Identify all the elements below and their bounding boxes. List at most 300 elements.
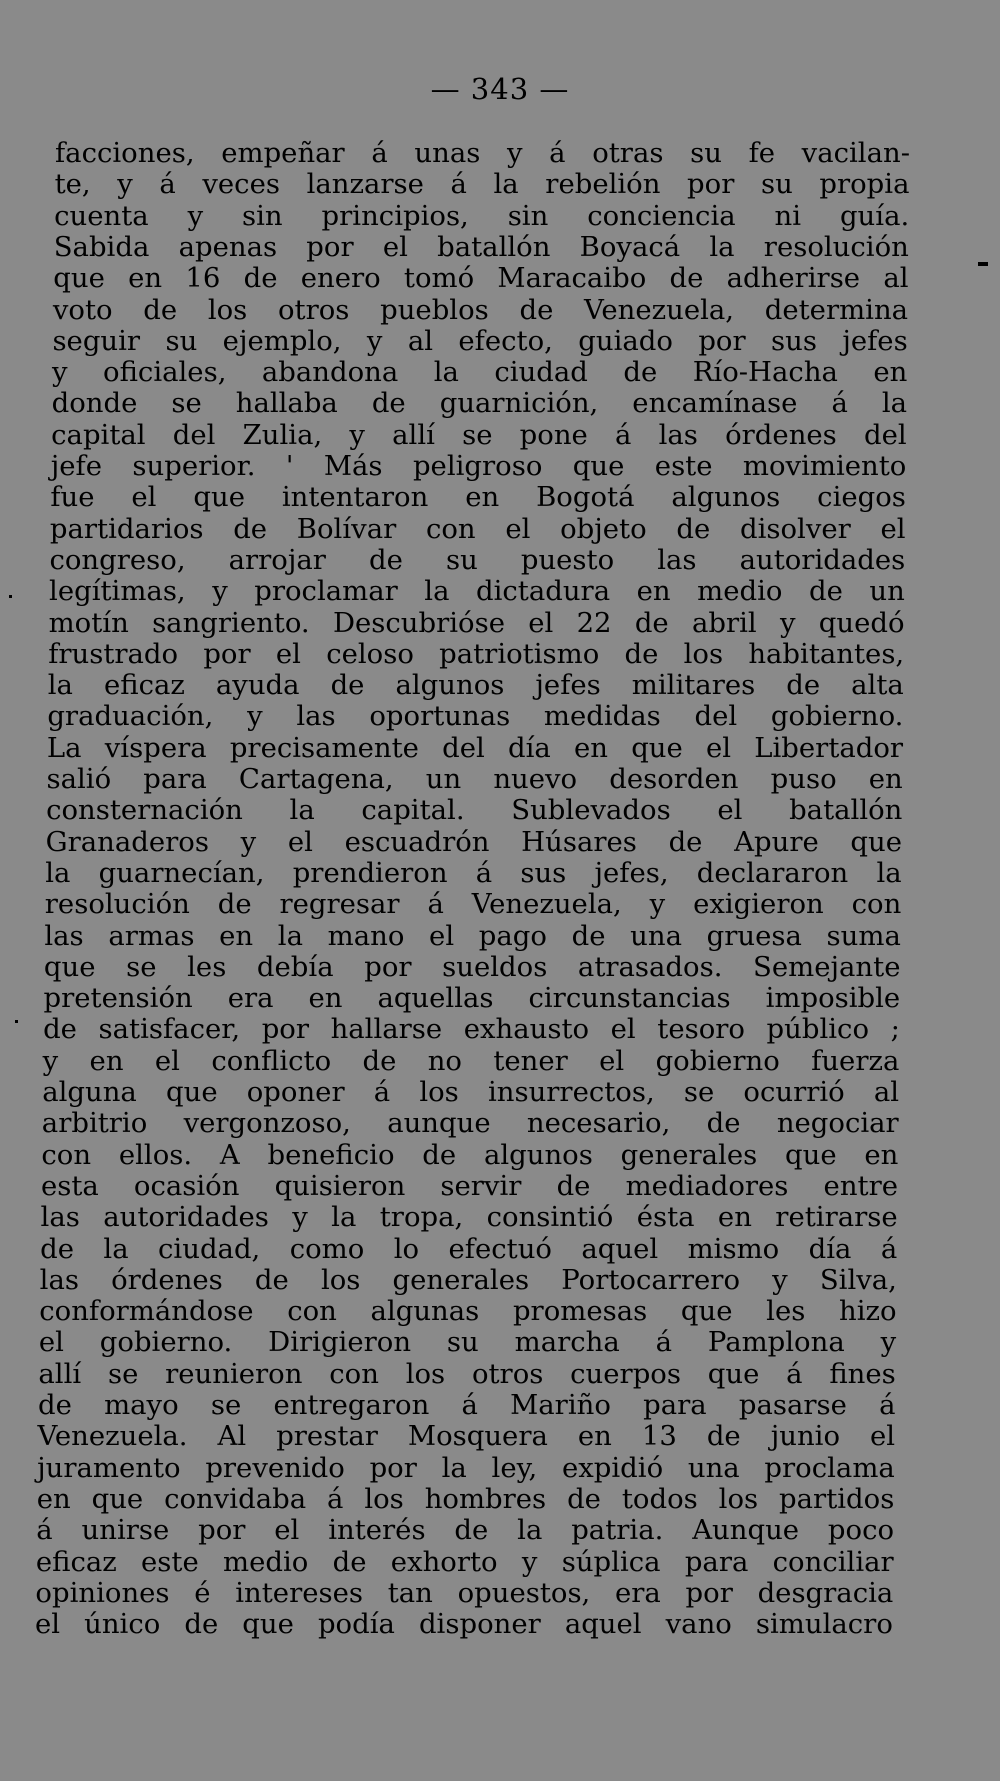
text-word: una — [687, 1451, 740, 1484]
text-word: este — [654, 450, 713, 482]
text-word: el — [154, 1044, 180, 1077]
text-word: al — [883, 262, 909, 295]
text-word: Boyacá — [579, 230, 681, 263]
text-word: se — [683, 1076, 715, 1108]
text-word: marcha — [514, 1326, 620, 1359]
text-word: por — [261, 1013, 309, 1046]
text-word: suma — [826, 919, 901, 952]
text-line — [49, 608, 905, 639]
text-word: algunos — [671, 481, 781, 514]
text-word: que — [785, 1138, 837, 1171]
text-word: que — [242, 1608, 294, 1641]
text-word: día — [508, 731, 551, 764]
text-word: que — [707, 1357, 760, 1390]
text-word: á — [159, 168, 176, 201]
text-word: abril — [691, 606, 757, 639]
text-word: la — [876, 856, 902, 889]
text-line — [39, 1296, 896, 1327]
text-word: en — [465, 481, 500, 514]
text-word: vano — [665, 1608, 732, 1641]
text-word: A — [219, 1138, 240, 1171]
text-word: de — [519, 293, 554, 326]
text-line — [38, 1359, 895, 1390]
text-word: los — [320, 1263, 361, 1296]
text-word: los — [207, 293, 248, 326]
text-line — [37, 1484, 895, 1515]
text-word: otros — [277, 293, 350, 326]
text-word: legítimas, — [49, 575, 186, 608]
text-word: en — [868, 763, 903, 795]
text-word: ciudad — [494, 356, 588, 389]
text-word: una — [630, 919, 682, 952]
text-word: aquel — [581, 1232, 659, 1265]
text-word: ciegos — [817, 481, 906, 514]
text-word: Río-Hacha — [692, 356, 838, 389]
text-word: cuenta — [54, 199, 149, 232]
text-word: quedó — [818, 606, 905, 639]
text-word: á — [371, 137, 388, 169]
text-word: empeñar — [221, 137, 345, 169]
text-word: ; — [890, 1013, 900, 1046]
text-word: opiniones — [35, 1576, 170, 1609]
text-line — [43, 1046, 900, 1077]
text-word: conciliar — [772, 1545, 894, 1578]
text-line — [48, 639, 904, 670]
text-line — [35, 1578, 893, 1609]
text-word: los — [419, 1076, 459, 1108]
text-word: Cartagena, — [238, 763, 394, 795]
text-word: mediadores — [625, 1169, 789, 1202]
text-word: regresar — [279, 888, 400, 921]
text-line — [50, 482, 906, 513]
text-word: y — [521, 1545, 538, 1578]
text-word: graduación, — [47, 700, 214, 733]
text-word: lo — [393, 1232, 420, 1265]
text-word: Zulia, — [242, 418, 323, 451]
text-word: á — [450, 168, 467, 201]
text-word: prevenido — [205, 1451, 345, 1484]
text-word: ésta — [636, 1201, 695, 1234]
text-word: único — [84, 1608, 161, 1641]
text-line — [51, 420, 907, 451]
text-line — [55, 169, 910, 200]
text-word: jefes — [842, 324, 908, 357]
text-word: cuerpos — [570, 1357, 681, 1390]
text-word: y — [52, 356, 68, 389]
text-word: 13 — [641, 1420, 677, 1453]
text-word: la — [881, 387, 908, 420]
text-word: vergonzoso, — [183, 1107, 351, 1140]
text-word: en — [873, 356, 908, 389]
text-word: oponer — [246, 1076, 345, 1108]
text-word: autoridades — [103, 1201, 269, 1234]
text-word: público — [766, 1013, 870, 1046]
text-word: su — [165, 324, 198, 357]
text-word: ocurrió — [743, 1076, 845, 1108]
text-word: por — [369, 1451, 417, 1484]
text-word: de — [454, 1514, 489, 1547]
text-word: de — [37, 1389, 72, 1421]
text-word: con — [287, 1295, 337, 1328]
text-word: Sublevados — [511, 794, 671, 827]
text-word: gobierno. — [99, 1326, 233, 1359]
text-word: Pamplona — [707, 1326, 845, 1359]
text-word: objeto — [560, 512, 647, 545]
text-word: de — [706, 1107, 741, 1140]
text-word: enero — [300, 262, 381, 295]
text-word: 16 — [185, 262, 221, 295]
text-word: el — [880, 512, 906, 545]
text-word: exigieron — [693, 888, 824, 921]
text-word: la — [331, 1201, 357, 1234]
text-word: en — [128, 262, 163, 295]
text-word: guía. — [839, 199, 910, 232]
text-word: guarnecían, — [98, 856, 265, 889]
text-word: su — [690, 137, 722, 169]
text-word: al — [407, 324, 434, 357]
text-line — [55, 138, 910, 169]
text-word: de — [706, 1420, 741, 1453]
text-word: en — [636, 575, 671, 608]
text-word: capital — [51, 418, 146, 451]
text-word: guiado — [578, 324, 673, 357]
text-word: á — [427, 888, 444, 921]
text-word: de — [40, 1232, 74, 1265]
text-line — [47, 701, 903, 732]
text-word: con — [329, 1357, 379, 1390]
text-word: satisfacer, — [98, 1013, 241, 1046]
text-word: aunque — [387, 1107, 491, 1140]
text-word: donde — [51, 387, 138, 420]
text-word: de — [243, 262, 278, 295]
text-word: generales — [392, 1263, 530, 1296]
text-word: resolución — [763, 230, 909, 263]
text-word: del — [694, 700, 738, 733]
text-word: de — [184, 1608, 219, 1641]
text-line — [39, 1327, 896, 1358]
text-word: puso — [770, 763, 837, 795]
text-word: la — [277, 919, 303, 952]
text-word: prendieron — [292, 856, 448, 889]
text-word: de — [786, 669, 821, 702]
text-word: unirse — [81, 1514, 170, 1547]
text-word: en — [219, 919, 254, 952]
text-word: un — [869, 575, 905, 608]
text-word: de — [571, 919, 606, 952]
text-word: las — [658, 418, 698, 451]
text-line — [43, 1014, 900, 1045]
text-word: mismo — [687, 1232, 780, 1265]
text-word: intentaron — [281, 481, 429, 514]
text-word: determina — [764, 293, 909, 326]
text-word: este — [141, 1545, 199, 1578]
text-line — [54, 232, 909, 263]
text-word: de — [143, 293, 178, 326]
text-word: el — [38, 1326, 64, 1359]
text-word: 22 — [576, 606, 612, 639]
text-word: imposible — [765, 982, 901, 1015]
text-word: con — [41, 1138, 92, 1171]
text-word: las — [39, 1263, 79, 1296]
text-word: y — [366, 324, 383, 357]
text-word: del — [442, 731, 485, 764]
text-word: necesario, — [526, 1107, 671, 1140]
text-word: consternación — [46, 794, 243, 827]
text-word: en — [36, 1482, 71, 1515]
text-word: á — [786, 1357, 803, 1390]
text-word: se — [462, 418, 493, 451]
text-word: exhausto — [463, 1013, 590, 1046]
text-word: y — [187, 199, 204, 232]
text-word: que — [631, 731, 683, 764]
text-word: se — [126, 950, 157, 983]
text-word: juramento — [37, 1451, 181, 1484]
text-word: medidas — [543, 700, 661, 733]
text-word: por — [685, 1576, 733, 1609]
text-line — [48, 670, 904, 701]
text-word: de — [808, 575, 843, 608]
text-word: ley, — [491, 1451, 538, 1484]
text-word: que — [680, 1295, 733, 1328]
text-word: en — [89, 1044, 124, 1077]
text-word: otras — [592, 137, 664, 169]
text-word: sus — [520, 856, 567, 889]
text-word: conciencia — [587, 199, 736, 232]
text-line — [52, 357, 907, 388]
text-word: que — [166, 1076, 218, 1108]
text-word: intereses — [235, 1576, 363, 1609]
text-word: les — [187, 950, 227, 983]
text-word: batallón — [789, 794, 903, 827]
text-word: aquellas — [377, 982, 494, 1015]
text-word: circunstancias — [528, 982, 731, 1015]
text-word: debía — [256, 950, 334, 983]
text-word: la — [493, 168, 519, 201]
text-word: salió — [46, 763, 112, 795]
text-word: prestar — [276, 1420, 378, 1453]
text-word: no — [427, 1044, 462, 1077]
text-word: todos — [621, 1482, 698, 1515]
text-word: frustrado — [48, 637, 179, 670]
text-word: autoridades — [739, 543, 906, 576]
text-word: les — [766, 1295, 806, 1328]
text-word: hallaba — [235, 387, 338, 420]
text-word: por — [698, 324, 746, 357]
text-word: hizo — [839, 1295, 897, 1328]
text-word: el — [528, 606, 554, 639]
text-word: que — [53, 262, 105, 295]
text-word: tan — [387, 1576, 433, 1609]
text-word: por — [364, 950, 412, 983]
text-line — [53, 295, 908, 326]
text-word: por — [203, 637, 251, 670]
text-word: era — [615, 1576, 661, 1609]
text-word: día — [808, 1232, 852, 1265]
text-line — [49, 545, 905, 576]
text-word: insurrectos, — [487, 1076, 655, 1108]
text-word: servir — [440, 1169, 522, 1202]
text-word: resolución — [44, 888, 190, 921]
text-word: de — [676, 512, 711, 545]
text-line — [44, 952, 901, 983]
text-word: convidaba — [164, 1482, 307, 1515]
text-line — [36, 1515, 894, 1546]
text-word: fe — [748, 137, 776, 169]
text-word: de — [332, 1545, 367, 1578]
text-word: el — [131, 481, 157, 514]
text-word: á — [36, 1514, 53, 1547]
text-word: de — [623, 356, 658, 389]
text-word: peligroso — [412, 450, 543, 482]
text-line — [41, 1171, 898, 1202]
text-word: con — [425, 512, 476, 545]
text-word: algunos — [483, 1138, 593, 1171]
text-word: eficaz — [103, 669, 185, 702]
text-word: ellos. — [118, 1138, 193, 1171]
text-word: con — [851, 888, 902, 921]
text-word: el — [275, 637, 301, 670]
text-word: por — [306, 230, 354, 263]
text-word: podía — [317, 1608, 395, 1641]
text-word: en — [717, 1201, 752, 1234]
text-word: Aunque — [692, 1514, 800, 1547]
text-line — [51, 451, 907, 482]
text-word: en — [308, 982, 343, 1015]
text-word: el — [717, 794, 743, 827]
text-word: el — [610, 1013, 636, 1046]
text-word: sin — [507, 199, 549, 232]
text-word: á — [615, 418, 632, 451]
text-word: el — [429, 919, 455, 952]
text-word: las — [296, 700, 336, 733]
text-word: tropa, — [379, 1201, 464, 1234]
text-word: Dirigieron — [268, 1326, 412, 1359]
text-word: te, — [54, 168, 91, 201]
text-word: súplica — [561, 1545, 661, 1578]
text-word: su — [446, 1326, 479, 1359]
text-word: consintió — [486, 1201, 614, 1234]
text-word: abandona — [261, 356, 399, 389]
text-word: la — [709, 230, 735, 263]
text-word: para — [643, 1389, 707, 1421]
text-line — [41, 1140, 898, 1171]
page-number: — 343 — — [430, 72, 570, 106]
text-word: y — [240, 825, 257, 858]
text-word: era — [227, 982, 274, 1015]
text-line — [54, 201, 909, 232]
text-word: poco — [827, 1514, 895, 1547]
text-word: superior. — [132, 450, 256, 482]
text-word: el — [35, 1608, 61, 1641]
text-word: á — [373, 1076, 391, 1108]
text-word: dictadura — [476, 575, 611, 608]
text-word: adherirse — [726, 262, 861, 295]
text-word: generales — [620, 1138, 758, 1171]
text-word: patriotismo — [439, 637, 600, 670]
text-word: Venezuela, — [471, 888, 622, 921]
text-word: medio — [697, 575, 783, 608]
text-word: á — [475, 856, 493, 889]
text-word: reunieron — [165, 1357, 303, 1390]
text-word: los — [718, 1482, 759, 1515]
text-word: La — [46, 731, 82, 764]
text-word: conflicto — [211, 1044, 332, 1077]
text-word: de — [217, 888, 252, 921]
text-word: beneficio — [267, 1138, 395, 1171]
text-word: ejemplo, — [222, 324, 342, 357]
text-word: opuestos, — [457, 1576, 591, 1609]
text-word: el — [705, 731, 732, 764]
text-word: partidarios — [49, 512, 204, 545]
text-word: fue — [50, 481, 95, 514]
text-word: declararon — [696, 856, 849, 889]
text-word: capital. — [361, 794, 465, 827]
text-word: por — [198, 1514, 246, 1547]
text-line — [45, 858, 901, 889]
text-word: jefes, — [594, 856, 669, 889]
text-word: pago — [478, 919, 547, 952]
text-line — [40, 1234, 897, 1265]
text-word: las — [44, 919, 84, 952]
text-word: á — [327, 1482, 344, 1515]
text-word: ayuda — [215, 669, 300, 702]
text-word: los — [364, 1482, 404, 1515]
text-word: proclamar — [254, 575, 398, 608]
text-word: arbitrio — [41, 1107, 148, 1140]
text-word: partidos — [779, 1482, 895, 1515]
text-word: á — [461, 1389, 478, 1421]
text-word: algunas — [370, 1295, 480, 1328]
text-word: fines — [829, 1357, 896, 1390]
text-word: apenas — [178, 230, 278, 263]
text-word: y — [349, 418, 365, 451]
text-word: de — [369, 543, 403, 576]
text-word: habitantes, — [748, 637, 905, 670]
text-word: desgracia — [757, 1576, 894, 1609]
text-word: efecto, — [458, 324, 553, 357]
text-word: de — [634, 606, 669, 639]
text-word: gobierno. — [770, 700, 904, 733]
text-word: que — [572, 450, 625, 482]
text-word: y — [649, 888, 666, 921]
text-word: efectuó — [448, 1232, 552, 1265]
text-word: de — [43, 1013, 77, 1046]
text-word: la — [289, 794, 315, 827]
text-word: á — [831, 387, 848, 420]
text-word: atrasados. — [577, 950, 723, 983]
text-word: congreso, — [49, 543, 186, 576]
text-word: allí — [392, 418, 435, 451]
text-word: se — [210, 1389, 242, 1421]
text-word: retirarse — [775, 1201, 898, 1234]
text-word: Mariño — [510, 1389, 611, 1421]
text-word: Silva, — [819, 1263, 897, 1296]
text-word: que — [91, 1482, 144, 1515]
text-word: y — [247, 700, 263, 733]
text-word: armas — [108, 919, 195, 952]
text-word: ni — [774, 199, 802, 232]
text-line — [45, 889, 902, 920]
text-word: exhorto — [390, 1545, 498, 1578]
text-word: militares — [631, 669, 756, 702]
text-word: Al — [217, 1420, 247, 1453]
text-word: víspera — [104, 731, 207, 764]
text-word: ocasión — [133, 1169, 240, 1202]
text-word: facciones, — [55, 137, 195, 169]
text-word: patria. — [571, 1514, 664, 1547]
text-word: aquel — [564, 1608, 642, 1641]
text-word: las — [40, 1201, 80, 1234]
